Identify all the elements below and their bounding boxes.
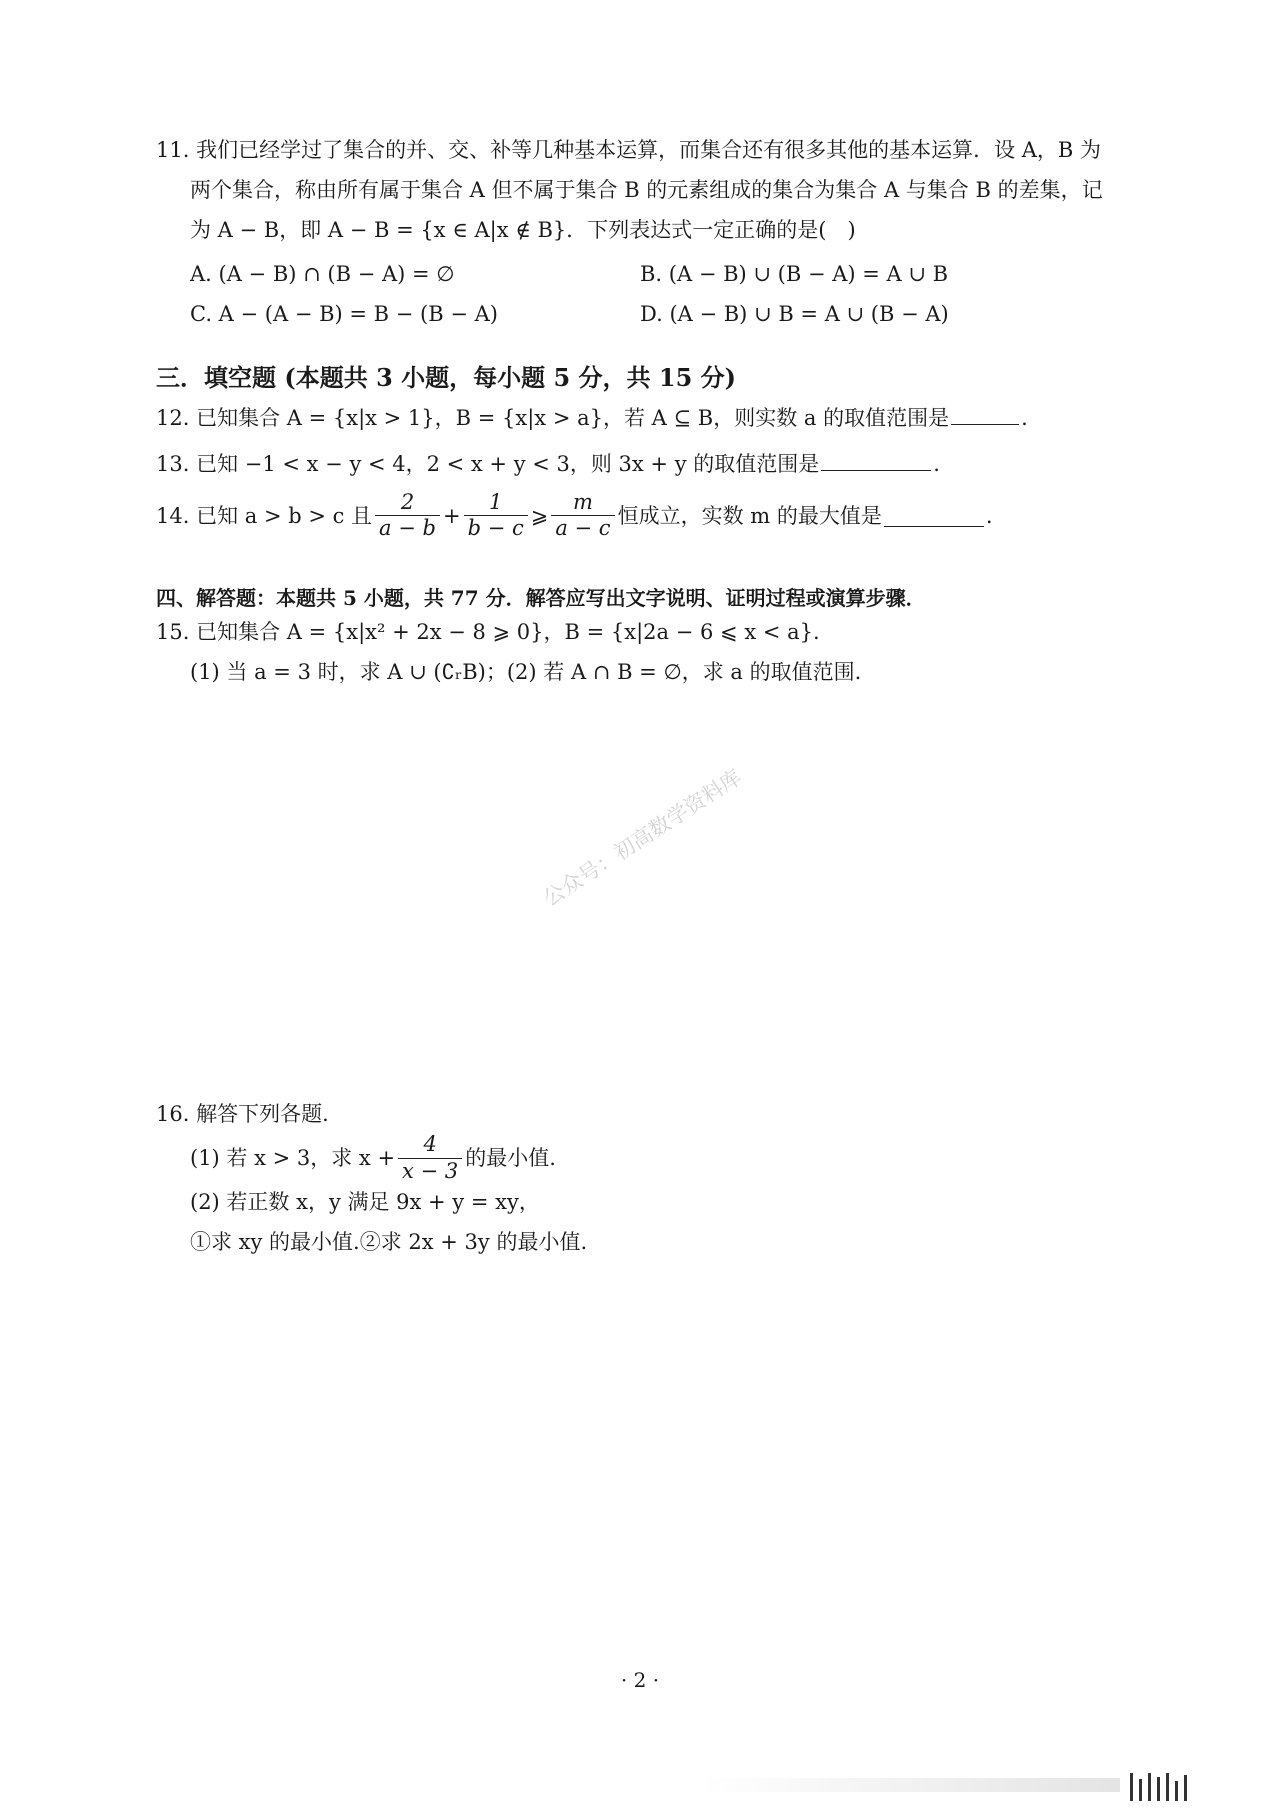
q14-f3-denominator: a − c	[555, 516, 611, 541]
question-11	[156, 130, 1146, 334]
q13-end: .	[933, 452, 940, 476]
q14-answer-blank	[884, 504, 984, 527]
q14-end: .	[985, 503, 993, 528]
section-3-heading: 三．填空题 (本题共 3 小题，每小题 5 分，共 15 分)	[156, 363, 736, 392]
q16-line-3: (2) 若正数 x，y 满足 9x + y = xy，	[190, 1190, 540, 1214]
question-15	[156, 612, 1146, 692]
q11-options	[156, 254, 1146, 334]
q14-pre: 14. 已知 a > b > c 且	[156, 503, 373, 528]
q14-fraction-2	[464, 490, 528, 541]
q14-fraction-3	[551, 490, 614, 541]
q15-line-1: 15. 已知集合 A = {x|x² + 2x − 8 ⩾ 0}，B = {x|2a − 6 ⩽ x < a}.	[156, 620, 820, 644]
q16-numerator: 4	[398, 1132, 462, 1158]
q16-line-1: 16. 解答下列各题.	[156, 1102, 329, 1126]
q11-line-3: 为 A − B，即 A − B = {x ∈ A|x ∉ B}．下列表达式一定正确的是( )	[190, 218, 856, 242]
q12-answer-blank	[951, 402, 1019, 425]
q12-text: 12. 已知集合 A = {x|x > 1}，B = {x|x > a}，若 A ⊆ B，则实数 a 的取值范围是	[156, 406, 950, 430]
q11-option-a: A. (A − B) ∩ (B − A) = ∅	[190, 262, 455, 286]
q16-line-4: ①求 xy 的最小值.②求 2x + 3y 的最小值.	[190, 1230, 588, 1254]
q11-option-d: D. (A − B) ∪ B = A ∪ (B − A)	[640, 302, 949, 326]
q14-fraction-1	[375, 490, 440, 541]
q14-geq: ⩾	[530, 503, 549, 528]
q14-f1-numerator: 2	[375, 490, 440, 516]
q16-p1-pre: (1) 若 x > 3，求 x +	[190, 1146, 396, 1170]
q14-f3-numerator: m	[551, 490, 614, 516]
question-16	[156, 1094, 1146, 1262]
q11-line-2: 两个集合，称由所有属于集合 A 但不属于集合 B 的元素组成的集合为集合 A 与集合 B 的差集，记	[190, 178, 1103, 202]
q16-fraction	[398, 1132, 462, 1183]
q11-option-c: C. A − (A − B) = B − (B − A)	[190, 302, 498, 326]
section-4-heading: 四、解答题：本题共 5 小题，共 77 分．解答应写出文字说明、证明过程或演算步骤．	[156, 586, 926, 610]
q16-p1-post: 的最小值.	[465, 1146, 556, 1170]
q16-part-1	[156, 1134, 1146, 1182]
q15-line-2: (1) 当 a = 3 时，求 A ∪ (∁ᵣB)；(2) 若 A ∩ B = ∅，求 a 的取值范围.	[190, 660, 862, 684]
page-number: · 2 ·	[620, 1668, 660, 1692]
scan-edge-shadow	[700, 1778, 1120, 1792]
q14-plus: +	[442, 503, 461, 528]
watermark: 公众号：初高数学资料库	[539, 764, 746, 911]
q14-f2-denominator: b − c	[467, 516, 524, 541]
q12-end: .	[1021, 406, 1028, 430]
q13-text: 13. 已知 −1 < x − y < 4，2 < x + y < 3，则 3x + y 的取值范围是	[156, 452, 820, 476]
barcode-mark	[1130, 1773, 1187, 1801]
q11-line-1: 11. 我们已经学过了集合的并、交、补等几种基本运算，而集合还有很多其他的基本运算．设 A，B 为	[156, 138, 1102, 162]
question-13	[156, 444, 1146, 484]
q14-f2-numerator: 1	[464, 490, 528, 516]
question-14	[156, 490, 1146, 541]
question-12	[156, 398, 1146, 438]
q13-answer-blank	[821, 448, 931, 471]
q16-denominator: x − 3	[402, 1158, 459, 1183]
q14-post: 恒成立，实数 m 的最大值是	[617, 503, 882, 528]
q11-option-b: B. (A − B) ∪ (B − A) = A ∪ B	[640, 262, 949, 286]
q14-f1-denominator: a − b	[379, 516, 436, 541]
